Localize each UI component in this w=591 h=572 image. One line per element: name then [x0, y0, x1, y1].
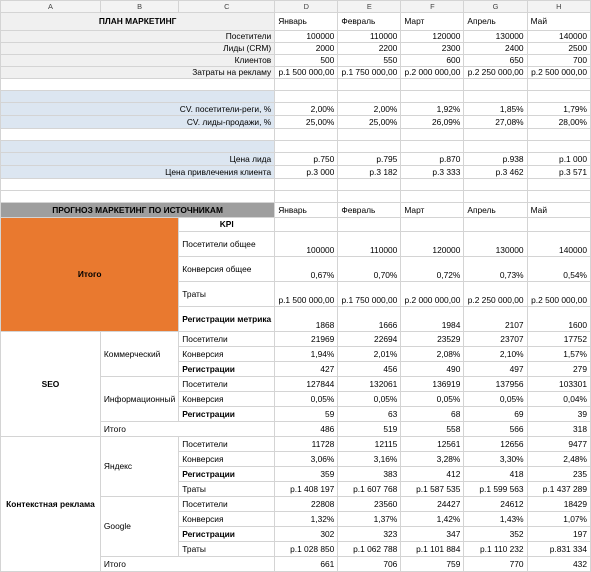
- metric-label[interactable]: Регистрации: [179, 407, 275, 422]
- value-cell[interactable]: 22808: [275, 497, 338, 512]
- blank-cell[interactable]: [1, 129, 275, 141]
- forecast-month-header[interactable]: Май: [527, 203, 590, 218]
- plan-month-header[interactable]: Май: [527, 13, 590, 31]
- blank-cell[interactable]: [338, 79, 401, 91]
- value-cell[interactable]: 550: [338, 55, 401, 67]
- forecast-title[interactable]: ПРОГНОЗ МАРКЕТИНГ ПО ИСТОЧНИКАМ: [1, 203, 275, 218]
- value-cell[interactable]: р.3 000: [275, 166, 338, 179]
- value-cell[interactable]: 235: [527, 467, 590, 482]
- google-label[interactable]: Google: [100, 497, 178, 557]
- value-cell[interactable]: р.1 062 788: [338, 542, 401, 557]
- blank-cell[interactable]: [275, 79, 338, 91]
- value-cell[interactable]: 11728: [275, 437, 338, 452]
- value-cell[interactable]: 359: [275, 467, 338, 482]
- plan-row-label[interactable]: Клиентов: [1, 55, 275, 67]
- seo-total-label[interactable]: Итого: [100, 422, 274, 437]
- value-cell[interactable]: 18429: [527, 497, 590, 512]
- total-block-label[interactable]: Итого: [1, 218, 179, 332]
- value-cell[interactable]: р.3 333: [401, 166, 464, 179]
- value-cell[interactable]: р.1 500 000,00: [275, 67, 338, 79]
- value-cell[interactable]: 27,08%: [464, 116, 527, 129]
- metric-label[interactable]: Посетители: [179, 497, 275, 512]
- blank-cell[interactable]: [401, 91, 464, 103]
- value-cell[interactable]: 302: [275, 527, 338, 542]
- value-cell[interactable]: 22694: [338, 332, 401, 347]
- blank-cell[interactable]: [527, 129, 590, 141]
- value-cell[interactable]: 12656: [464, 437, 527, 452]
- blank-cell[interactable]: [1, 141, 275, 153]
- value-cell[interactable]: 519: [338, 422, 401, 437]
- cv-row-label[interactable]: CV. посетители-реги, %: [1, 103, 275, 116]
- value-cell[interactable]: 1,43%: [464, 512, 527, 527]
- value-cell[interactable]: 25,00%: [338, 116, 401, 129]
- value-cell[interactable]: 2300: [401, 43, 464, 55]
- value-cell[interactable]: 1,37%: [338, 512, 401, 527]
- plan-month-header[interactable]: Январь: [275, 13, 338, 31]
- value-cell[interactable]: р.2 250 000,00: [464, 67, 527, 79]
- blank-cell[interactable]: [527, 141, 590, 153]
- value-cell[interactable]: р.1 408 197: [275, 482, 338, 497]
- value-cell[interactable]: 0,05%: [275, 392, 338, 407]
- kpi-label[interactable]: Конверсия общее: [179, 257, 275, 282]
- value-cell[interactable]: р.3 462: [464, 166, 527, 179]
- kpi-label[interactable]: Посетители общее: [179, 232, 275, 257]
- value-cell[interactable]: 1,07%: [527, 512, 590, 527]
- plan-row-label[interactable]: Посетители: [1, 31, 275, 43]
- value-cell[interactable]: 0,67%: [275, 257, 338, 282]
- value-cell[interactable]: 0,54%: [527, 257, 590, 282]
- value-cell[interactable]: 3,28%: [401, 452, 464, 467]
- column-header-h[interactable]: H: [527, 1, 590, 13]
- value-cell[interactable]: р.1 028 850: [275, 542, 338, 557]
- blank-cell[interactable]: [275, 179, 338, 191]
- metric-label[interactable]: Конверсия: [179, 347, 275, 362]
- value-cell[interactable]: 1600: [527, 307, 590, 332]
- value-cell[interactable]: 706: [338, 557, 401, 572]
- value-cell[interactable]: 100000: [275, 232, 338, 257]
- value-cell[interactable]: р.2 000 000,00: [401, 282, 464, 307]
- value-cell[interactable]: 0,70%: [338, 257, 401, 282]
- value-cell[interactable]: 2,00%: [275, 103, 338, 116]
- value-cell[interactable]: 566: [464, 422, 527, 437]
- value-cell[interactable]: р.3 182: [338, 166, 401, 179]
- value-cell[interactable]: 770: [464, 557, 527, 572]
- value-cell[interactable]: р.1 110 232: [464, 542, 527, 557]
- metric-label[interactable]: Регистрации: [179, 362, 275, 377]
- value-cell[interactable]: р.2 250 000,00: [464, 282, 527, 307]
- value-cell[interactable]: р.1 750 000,00: [338, 67, 401, 79]
- value-cell[interactable]: 0,05%: [464, 392, 527, 407]
- forecast-month-header[interactable]: Февраль: [338, 203, 401, 218]
- value-cell[interactable]: р.1 587 535: [401, 482, 464, 497]
- forecast-month-header[interactable]: Март: [401, 203, 464, 218]
- price-row-label[interactable]: Цена лида: [1, 153, 275, 166]
- value-cell[interactable]: 2400: [464, 43, 527, 55]
- value-cell[interactable]: 24427: [401, 497, 464, 512]
- value-cell[interactable]: 323: [338, 527, 401, 542]
- value-cell[interactable]: 140000: [527, 31, 590, 43]
- metric-label[interactable]: Конверсия: [179, 452, 275, 467]
- value-cell[interactable]: 24612: [464, 497, 527, 512]
- value-cell[interactable]: 21969: [275, 332, 338, 347]
- value-cell[interactable]: 2500: [527, 43, 590, 55]
- blank-cell[interactable]: [338, 218, 401, 232]
- value-cell[interactable]: 25,00%: [275, 116, 338, 129]
- value-cell[interactable]: 68: [401, 407, 464, 422]
- value-cell[interactable]: 2,08%: [401, 347, 464, 362]
- value-cell[interactable]: 1,92%: [401, 103, 464, 116]
- value-cell[interactable]: 3,16%: [338, 452, 401, 467]
- value-cell[interactable]: 130000: [464, 232, 527, 257]
- value-cell[interactable]: р.1 750 000,00: [338, 282, 401, 307]
- blank-cell[interactable]: [401, 141, 464, 153]
- blank-cell[interactable]: [401, 191, 464, 203]
- blank-cell[interactable]: [464, 179, 527, 191]
- value-cell[interactable]: р.1 437 289: [527, 482, 590, 497]
- blank-cell[interactable]: [464, 129, 527, 141]
- column-header-e[interactable]: E: [338, 1, 401, 13]
- value-cell[interactable]: 661: [275, 557, 338, 572]
- column-header-a[interactable]: A: [1, 1, 101, 13]
- value-cell[interactable]: 103301: [527, 377, 590, 392]
- value-cell[interactable]: р.870: [401, 153, 464, 166]
- seo-label[interactable]: SEO: [1, 332, 101, 437]
- metric-label[interactable]: Посетители: [179, 377, 275, 392]
- blank-cell[interactable]: [527, 179, 590, 191]
- blank-cell[interactable]: [401, 218, 464, 232]
- column-header-c[interactable]: C: [179, 1, 275, 13]
- value-cell[interactable]: 136919: [401, 377, 464, 392]
- value-cell[interactable]: 1,79%: [527, 103, 590, 116]
- value-cell[interactable]: 700: [527, 55, 590, 67]
- context-total-label[interactable]: Итого: [100, 557, 274, 572]
- value-cell[interactable]: 17752: [527, 332, 590, 347]
- value-cell[interactable]: 3,30%: [464, 452, 527, 467]
- value-cell[interactable]: 2,01%: [338, 347, 401, 362]
- blank-cell[interactable]: [338, 191, 401, 203]
- value-cell[interactable]: 12561: [401, 437, 464, 452]
- blank-cell[interactable]: [527, 218, 590, 232]
- blank-cell[interactable]: [1, 179, 275, 191]
- blank-cell[interactable]: [338, 141, 401, 153]
- value-cell[interactable]: 23529: [401, 332, 464, 347]
- value-cell[interactable]: р.3 571: [527, 166, 590, 179]
- value-cell[interactable]: 127844: [275, 377, 338, 392]
- value-cell[interactable]: 432: [527, 557, 590, 572]
- value-cell[interactable]: 2,00%: [338, 103, 401, 116]
- value-cell[interactable]: 120000: [401, 31, 464, 43]
- cv-row-label[interactable]: CV. лиды-продажи, %: [1, 116, 275, 129]
- metric-label[interactable]: Посетители: [179, 332, 275, 347]
- value-cell[interactable]: 1,57%: [527, 347, 590, 362]
- forecast-month-header[interactable]: Апрель: [464, 203, 527, 218]
- blank-cell[interactable]: [1, 191, 275, 203]
- metric-label[interactable]: Регистрации: [179, 467, 275, 482]
- metric-label[interactable]: Конверсия: [179, 512, 275, 527]
- column-header-f[interactable]: F: [401, 1, 464, 13]
- blank-cell[interactable]: [527, 91, 590, 103]
- blank-cell[interactable]: [464, 218, 527, 232]
- plan-title[interactable]: ПЛАН МАРКЕТИНГ: [1, 13, 275, 31]
- value-cell[interactable]: 23707: [464, 332, 527, 347]
- value-cell[interactable]: 63: [338, 407, 401, 422]
- kpi-header[interactable]: KPI: [179, 218, 275, 232]
- value-cell[interactable]: 759: [401, 557, 464, 572]
- column-header-b[interactable]: B: [100, 1, 178, 13]
- value-cell[interactable]: 2000: [275, 43, 338, 55]
- metric-label[interactable]: Траты: [179, 542, 275, 557]
- plan-row-label[interactable]: Затраты на рекламу: [1, 67, 275, 79]
- value-cell[interactable]: 23560: [338, 497, 401, 512]
- value-cell[interactable]: 318: [527, 422, 590, 437]
- plan-month-header[interactable]: Февраль: [338, 13, 401, 31]
- value-cell[interactable]: р.1 599 563: [464, 482, 527, 497]
- value-cell[interactable]: 2200: [338, 43, 401, 55]
- value-cell[interactable]: 2,48%: [527, 452, 590, 467]
- plan-row-label[interactable]: Лиды (CRM): [1, 43, 275, 55]
- value-cell[interactable]: 120000: [401, 232, 464, 257]
- kpi-label[interactable]: Траты: [179, 282, 275, 307]
- value-cell[interactable]: 2107: [464, 307, 527, 332]
- value-cell[interactable]: 650: [464, 55, 527, 67]
- value-cell[interactable]: 26,09%: [401, 116, 464, 129]
- value-cell[interactable]: р.750: [275, 153, 338, 166]
- column-header-d[interactable]: D: [275, 1, 338, 13]
- value-cell[interactable]: 69: [464, 407, 527, 422]
- value-cell[interactable]: 1,42%: [401, 512, 464, 527]
- value-cell[interactable]: 1666: [338, 307, 401, 332]
- metric-label[interactable]: Траты: [179, 482, 275, 497]
- value-cell[interactable]: 279: [527, 362, 590, 377]
- value-cell[interactable]: 2,10%: [464, 347, 527, 362]
- value-cell[interactable]: 140000: [527, 232, 590, 257]
- value-cell[interactable]: 418: [464, 467, 527, 482]
- value-cell[interactable]: 500: [275, 55, 338, 67]
- value-cell[interactable]: 0,05%: [338, 392, 401, 407]
- blank-cell[interactable]: [338, 129, 401, 141]
- value-cell[interactable]: 3,06%: [275, 452, 338, 467]
- price-row-label[interactable]: Цена привлечения клиента: [1, 166, 275, 179]
- value-cell[interactable]: р.795: [338, 153, 401, 166]
- value-cell[interactable]: 39: [527, 407, 590, 422]
- value-cell[interactable]: 1984: [401, 307, 464, 332]
- value-cell[interactable]: р.1 101 884: [401, 542, 464, 557]
- value-cell[interactable]: р.2 500 000,00: [527, 282, 590, 307]
- value-cell[interactable]: 12115: [338, 437, 401, 452]
- value-cell[interactable]: 427: [275, 362, 338, 377]
- value-cell[interactable]: 1,85%: [464, 103, 527, 116]
- value-cell[interactable]: р.831 334: [527, 542, 590, 557]
- blank-cell[interactable]: [275, 129, 338, 141]
- blank-cell[interactable]: [464, 79, 527, 91]
- value-cell[interactable]: 100000: [275, 31, 338, 43]
- blank-cell[interactable]: [275, 218, 338, 232]
- blank-cell[interactable]: [1, 91, 275, 103]
- value-cell[interactable]: 412: [401, 467, 464, 482]
- value-cell[interactable]: 110000: [338, 31, 401, 43]
- value-cell[interactable]: 383: [338, 467, 401, 482]
- metric-label[interactable]: Конверсия: [179, 392, 275, 407]
- blank-cell[interactable]: [464, 191, 527, 203]
- value-cell[interactable]: 490: [401, 362, 464, 377]
- value-cell[interactable]: 130000: [464, 31, 527, 43]
- value-cell[interactable]: 132061: [338, 377, 401, 392]
- value-cell[interactable]: 558: [401, 422, 464, 437]
- blank-cell[interactable]: [401, 179, 464, 191]
- value-cell[interactable]: 600: [401, 55, 464, 67]
- value-cell[interactable]: 0,04%: [527, 392, 590, 407]
- value-cell[interactable]: 0,05%: [401, 392, 464, 407]
- value-cell[interactable]: 497: [464, 362, 527, 377]
- context-label[interactable]: Контекстная реклама: [1, 437, 101, 572]
- value-cell[interactable]: р.1 500 000,00: [275, 282, 338, 307]
- seo-info-label[interactable]: Информационный: [100, 377, 178, 422]
- blank-cell[interactable]: [401, 79, 464, 91]
- blank-cell[interactable]: [275, 91, 338, 103]
- column-header-g[interactable]: G: [464, 1, 527, 13]
- value-cell[interactable]: 137956: [464, 377, 527, 392]
- value-cell[interactable]: р.938: [464, 153, 527, 166]
- blank-cell[interactable]: [275, 191, 338, 203]
- value-cell[interactable]: 1868: [275, 307, 338, 332]
- value-cell[interactable]: 28,00%: [527, 116, 590, 129]
- value-cell[interactable]: 0,73%: [464, 257, 527, 282]
- forecast-month-header[interactable]: Январь: [275, 203, 338, 218]
- value-cell[interactable]: 486: [275, 422, 338, 437]
- yandex-label[interactable]: Яндекс: [100, 437, 178, 497]
- blank-cell[interactable]: [1, 79, 275, 91]
- plan-month-header[interactable]: Апрель: [464, 13, 527, 31]
- metric-label[interactable]: Посетители: [179, 437, 275, 452]
- value-cell[interactable]: 1,32%: [275, 512, 338, 527]
- value-cell[interactable]: 0,72%: [401, 257, 464, 282]
- metric-label[interactable]: Регистрации: [179, 527, 275, 542]
- value-cell[interactable]: 1,94%: [275, 347, 338, 362]
- plan-month-header[interactable]: Март: [401, 13, 464, 31]
- blank-cell[interactable]: [338, 179, 401, 191]
- value-cell[interactable]: р.1 000: [527, 153, 590, 166]
- value-cell[interactable]: 347: [401, 527, 464, 542]
- blank-cell[interactable]: [527, 79, 590, 91]
- blank-cell[interactable]: [338, 91, 401, 103]
- value-cell[interactable]: р.2 000 000,00: [401, 67, 464, 79]
- value-cell[interactable]: 9477: [527, 437, 590, 452]
- value-cell[interactable]: 197: [527, 527, 590, 542]
- blank-cell[interactable]: [527, 191, 590, 203]
- blank-cell[interactable]: [464, 91, 527, 103]
- blank-cell[interactable]: [401, 129, 464, 141]
- seo-commercial-label[interactable]: Коммерческий: [100, 332, 178, 377]
- value-cell[interactable]: 352: [464, 527, 527, 542]
- kpi-label[interactable]: Регистрации метрика: [179, 307, 275, 332]
- blank-cell[interactable]: [464, 141, 527, 153]
- value-cell[interactable]: р.1 607 768: [338, 482, 401, 497]
- blank-cell[interactable]: [275, 141, 338, 153]
- value-cell[interactable]: 110000: [338, 232, 401, 257]
- value-cell[interactable]: р.2 500 000,00: [527, 67, 590, 79]
- value-cell[interactable]: 59: [275, 407, 338, 422]
- value-cell[interactable]: 456: [338, 362, 401, 377]
